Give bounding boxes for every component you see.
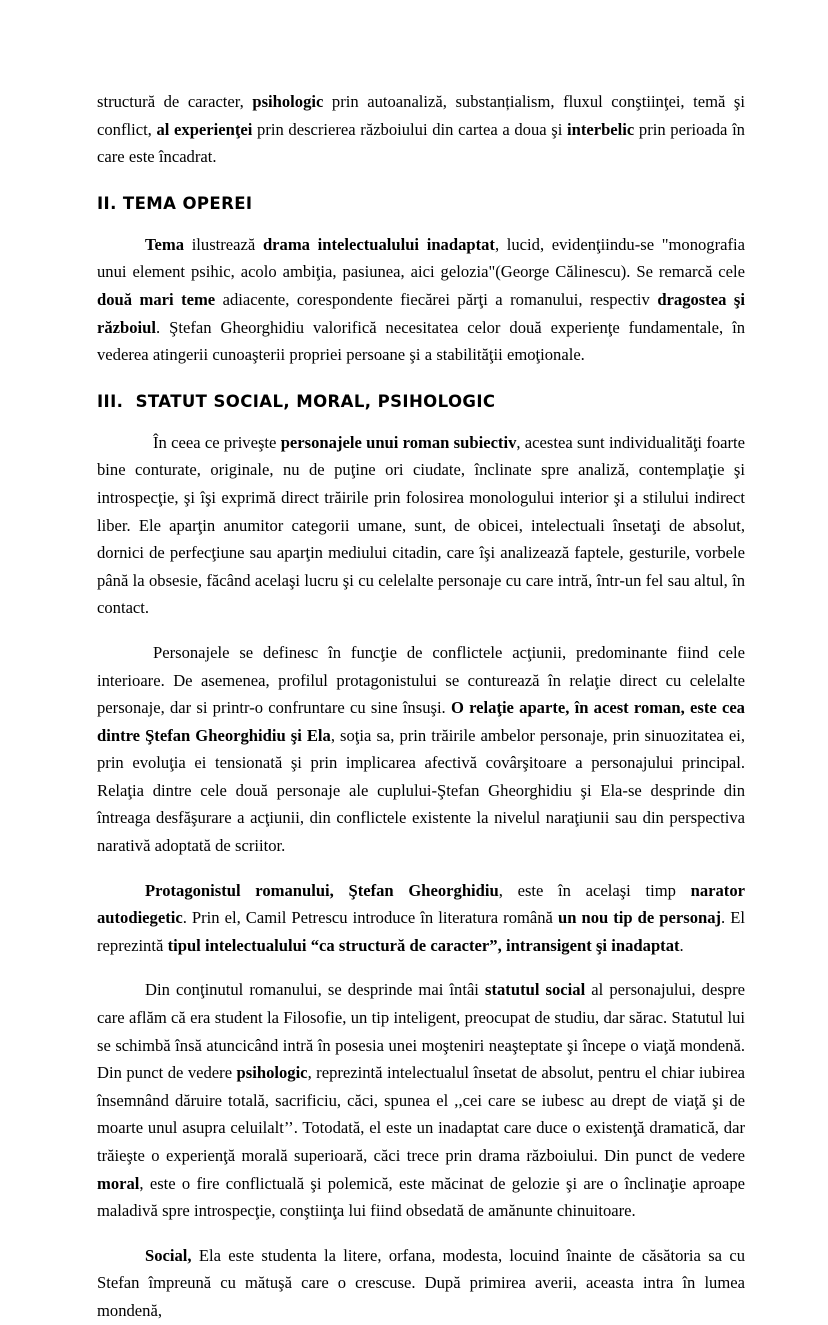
- text-run: , soţia sa, prin trăirile ambelor personaje, prin sinuozitatea ei, prin evoluţia ei tensionată şi prin implicarea afectivă covârşitoare a personajului principal. Relaţia dintre cele două personaje ale cuplului-Ştefan Gheorghidiu şi Ela-se desprinde din întreaga desfăşurare a acţiunii, din conflictele existente la nivelul naraţiunii sau din perspectiva narativă adoptată de scriitor.: [97, 725, 745, 856]
- text-run: Personajele se definesc în funcţie de conflictele acţiunii, predominante fiind cele interioare. De asemenea, profilul protagonistului se conturează în relaţie direct cu celelalte personaje, dar si printr-o confruntare cu sine însuşi.: [97, 642, 745, 718]
- bold-run-interbelic: interbelic: [566, 119, 635, 139]
- paragraph-intro-continued: [97, 88, 745, 171]
- paragraph-social-ela: [97, 1242, 745, 1325]
- bold-run-al-experientei: al experienţei: [156, 119, 253, 139]
- paragraph-personaje: [97, 429, 745, 622]
- text-run: al personajului, despre care aflăm că era student la Filosofie, un tip inteligent, preocupat de studiu, dar sărac. Statutul lui se schimbă însă atuncicând intră în posesia unei moşteniri neaşteptate şi începe o viaţă mondenă. Din punct de vedere: [97, 980, 745, 1083]
- spacer: [97, 1225, 745, 1242]
- heading-section-ii: II. TEMA OPEREI: [97, 192, 253, 213]
- text-run: Din conţinutul romanului, se desprinde mai întâi: [145, 980, 486, 1000]
- paragraph-protagonist: [97, 877, 745, 960]
- bold-run-tema: Tema: [145, 234, 185, 254]
- bold-run-personajele-roman-subiectiv: personajele unui roman subiectiv: [280, 432, 517, 452]
- bold-run-tipul-intelectualului: tipul intelectualului “ca structură de caracter”, intransigent şi inadaptat: [167, 935, 680, 955]
- bold-run-statutul-social: statutul social: [485, 980, 586, 1000]
- text-run: prin autoanaliză, substanțialism, fluxul conştiinţei, temă şi conflict,: [97, 92, 746, 139]
- paragraph-tema: [97, 231, 745, 369]
- text-run: , reprezintă intelectualul însetat de absolut, pentru el chiar iubirea însemnând dăruire totală, sacrificiu, căci, spunea el ,,cei care se iubesc au drept de viaţă şi de moarte unul asupra celuilalt’’. Totodată, el este un inadaptat care duce o existenţă dramatică, dar trăieşte o experienţă morală superioară, căci trece prin drama războiului. Din punct de vedere: [97, 1063, 745, 1165]
- text-run: . Ştefan Gheorghidiu valorifică necesitatea celor două experienţe fundamentale, în vederea atingerii cunoaşterii propriei persoane şi a stabilităţii emoţionale.: [97, 317, 745, 365]
- spacer: [97, 860, 745, 877]
- spacer: [97, 214, 745, 231]
- document-body: [97, 88, 745, 1325]
- heading-section-iii: III. STATUT SOCIAL, MORAL, PSIHOLOGIC: [97, 390, 496, 411]
- bold-run-drama-intelectualului: drama intelectualului inadaptat: [262, 234, 495, 254]
- text-run: adiacente, corespondente fiecărei părţi a romanului, respectiv: [215, 289, 658, 309]
- bold-run-dragostea-razboiul: dragostea şi războiul: [97, 289, 745, 337]
- text-run: .: [679, 935, 684, 955]
- text-run: , lucid, evidenţiindu-se "monografia unui element psihic, acolo ambiţia, pasiunea, aici gelozia"(George Călinescu). Se remarcă cele: [97, 234, 745, 282]
- text-run: , acestea sunt individualităţi foarte bine conturate, originale, nu de puţine ori ciudate, înclinate spre analiză, contemplaţie şi introspecţie, şi îşi exprimă direct trăirile prin folosirea monologului interior şi a stilului indirect liber. Ele aparţin anumitor categorii umane, sunt, de obicei, intelectuali însetaţi de absolut, dornici de perfecţiune sau aparţin mediului citadin, care îşi analizează faptele, gesturile, vorbele până la obsesie, făcând acelaşi lucru şi cu celelalte personaje cu care intră, într-un fel sau altul, în contact.: [97, 432, 746, 618]
- bold-run-doua-mari-teme: două mari teme: [97, 289, 216, 309]
- spacer: [97, 959, 745, 976]
- spacer: [97, 412, 745, 429]
- bold-run-psihologic: psihologic: [252, 92, 324, 111]
- text-run: prin perioada în care este încadrat.: [97, 119, 745, 167]
- text-run: prin descrierea războiului din cartea a doua şi: [252, 119, 567, 139]
- text-run: ilustrează: [184, 234, 263, 254]
- bold-run-protagonistul-romanului: Protagonistul romanului, Ştefan Gheorghidiu: [145, 880, 499, 900]
- text-run: În ceea ce priveşte: [153, 432, 281, 452]
- text-run: . El reprezintă: [97, 908, 745, 955]
- text-run: , este în acelaşi timp: [498, 880, 691, 900]
- spacer: [97, 622, 745, 639]
- text-run: . Prin el, Camil Petrescu introduce în literatura română: [182, 908, 558, 928]
- bold-run-nou-tip-personaj: un nou tip de personaj: [557, 908, 722, 928]
- text-run: Ela este studenta la litere, orfana, modesta, locuind înainte de căsătoria sa cu Stefan împreună cu mătuşă care o crescuse. După primirea averii, aceasta intra în lumea mondenă,: [97, 1245, 745, 1320]
- text-run: structură de caracter,: [97, 92, 253, 111]
- text-run: , este o fire conflictuală şi polemică, este măcinat de gelozie şi are o înclinaţie aproape maladivă spre introspecţie, conştiinţa lui fiind obsedată de amănunte chinuitoare.: [97, 1173, 745, 1221]
- bold-run-moral: moral: [97, 1173, 140, 1193]
- bold-run-o-relatie-aparte: O relaţie aparte, în acest roman, este cea dintre Ştefan Gheorghidiu şi Ela: [97, 698, 745, 745]
- bold-run-psihologic: psihologic: [236, 1063, 308, 1083]
- spacer: [97, 369, 745, 390]
- paragraph-conflicte: [97, 639, 745, 860]
- bold-run-narator-autodiegetic: narator autodiegetic: [97, 880, 745, 928]
- spacer: [97, 171, 745, 192]
- bold-run-social: Social,: [145, 1245, 192, 1265]
- paragraph-statut: [97, 976, 745, 1224]
